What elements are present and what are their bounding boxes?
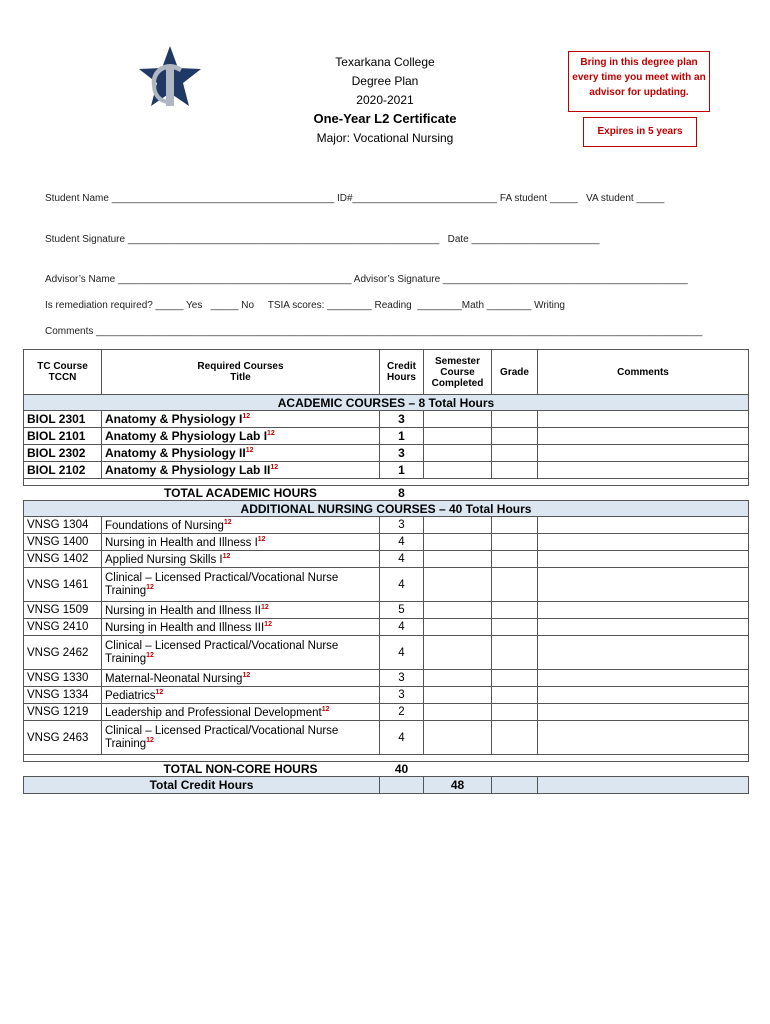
nursing-course-code: VNSG 2462 [24, 636, 102, 670]
table-row [24, 602, 749, 619]
advisor-notice: Bring in this degree plan every time you meet with an advisor for updating. [568, 51, 710, 112]
nursing-credit-hours: 3 [380, 517, 424, 534]
grade-cell[interactable] [492, 602, 538, 619]
grade-cell[interactable] [492, 636, 538, 670]
table-row [24, 445, 749, 462]
academic-credit-hours: 3 [380, 411, 424, 428]
nursing-credit-hours: 5 [380, 602, 424, 619]
footnote-marker: 12 [146, 584, 154, 592]
table-row [24, 551, 749, 568]
comments-cell[interactable] [538, 636, 749, 670]
header-credit: Credit Hours [380, 350, 424, 395]
footnote-marker: 12 [146, 737, 154, 745]
spacer [24, 479, 749, 486]
grade-cell[interactable] [492, 704, 538, 721]
academic-course-title: Anatomy & Physiology $I^{12}$ [102, 411, 380, 428]
nursing-course-title: Clinical – Licensed Practical/Vocational Nurse Training$^{12}$ [102, 636, 380, 670]
doc-type: Degree Plan [351, 74, 419, 88]
noncore-total-label: TOTAL NON-CORE HOURS [102, 762, 380, 777]
grade-cell[interactable] [492, 462, 538, 479]
header-course: TC Course TCCN [24, 350, 102, 395]
grade-cell[interactable] [492, 670, 538, 687]
nursing-credit-hours: 4 [380, 551, 424, 568]
semester-cell[interactable] [424, 670, 492, 687]
nursing-course-title: Applied Nursing Skills $I^{12}$ [102, 551, 380, 568]
comments-cell[interactable] [538, 534, 749, 551]
academic-course-title: Anatomy & Physiology Lab II$^{12}$ [102, 462, 380, 479]
semester-cell[interactable] [424, 636, 492, 670]
expiration-notice: Expires in 5 years [583, 117, 697, 147]
nursing-credit-hours: 4 [380, 619, 424, 636]
certificate-title: One-Year L2 Certificate [313, 111, 457, 126]
table-row [24, 619, 749, 636]
nursing-credit-hours: 4 [380, 721, 424, 755]
table-row [24, 636, 749, 670]
footnote-marker: 12 [223, 518, 232, 526]
academic-credit-hours: 1 [380, 462, 424, 479]
academic-course-code: BIOL 2101 [24, 428, 102, 445]
grand-total-row [24, 777, 749, 794]
grade-cell[interactable] [492, 619, 538, 636]
table-row [24, 687, 749, 704]
comments-cell[interactable] [538, 721, 749, 755]
semester-cell[interactable] [424, 551, 492, 568]
header-grade: Grade [492, 350, 538, 395]
table-row [24, 568, 749, 602]
grade-cell[interactable] [492, 721, 538, 755]
nursing-credit-hours: 3 [380, 687, 424, 704]
nursing-course-code: VNSG 1400 [24, 534, 102, 551]
footnote-marker: 12 [267, 430, 275, 437]
comments-cell[interactable] [538, 670, 749, 687]
semester-cell[interactable] [424, 602, 492, 619]
noncore-total-value: 40 [380, 762, 424, 777]
footnote-marker: 12 [264, 620, 272, 628]
nursing-course-title: Clinical – Licensed Practical/Vocational Nurse Training$^{12}$ [102, 721, 380, 755]
college-logo [138, 44, 202, 114]
grade-cell[interactable] [492, 428, 538, 445]
nursing-course-code: VNSG 1219 [24, 704, 102, 721]
footnote-marker: 12 [242, 671, 251, 679]
table-row [24, 462, 749, 479]
grade-cell[interactable] [492, 687, 538, 704]
footnote-marker: 12 [242, 413, 251, 420]
comments-cell[interactable] [538, 687, 749, 704]
comments-cell[interactable] [538, 462, 749, 479]
advisor-line[interactable]: Advisor’s Name __________________________________________ Advisor’s Signature ____________________________________________ [45, 274, 688, 285]
nursing-course-title: Pediatrics$^{12}$ [102, 687, 380, 704]
comments-line[interactable]: Comments _____________________________________________________________________________________________________________ [45, 326, 703, 337]
grand-total-label: Total Credit Hours [24, 777, 380, 794]
grade-cell[interactable] [492, 534, 538, 551]
nursing-course-title: Maternal-Neonatal Nursing$^{12}$ [102, 670, 380, 687]
grade-cell[interactable] [492, 445, 538, 462]
semester-cell[interactable] [424, 721, 492, 755]
nursing-credit-hours: 3 [380, 670, 424, 687]
footnote-marker: 12 [245, 447, 254, 454]
footnote-marker: 12 [146, 652, 154, 660]
comments-cell[interactable] [538, 704, 749, 721]
nursing-course-title: Nursing in Health and Illness II$^{12}$ [102, 602, 380, 619]
academic-course-title: Anatomy & Physiology Lab $I^{12}$ [102, 428, 380, 445]
grade-cell[interactable] [492, 411, 538, 428]
nursing-course-code: VNSG 1402 [24, 551, 102, 568]
comments-cell[interactable] [538, 619, 749, 636]
semester-cell[interactable] [424, 445, 492, 462]
table-row [24, 428, 749, 445]
student-signature-line[interactable]: Student Signature ________________________________________________________ Date _______________________ [45, 234, 600, 245]
academic-band-label: ACADEMIC COURSES – 8 Total Hours [24, 395, 749, 411]
nursing-course-title: Foundations of Nursing$^{12}$ [102, 517, 380, 534]
grand-total-value: 48 [424, 777, 492, 794]
remediation-line[interactable]: Is remediation required? _____ Yes _____ No TSIA scores: ________ Reading ________Math ________ Writing [45, 300, 565, 311]
nursing-course-code: VNSG 2410 [24, 619, 102, 636]
nursing-credit-hours: 4 [380, 534, 424, 551]
footnote-marker: 12 [270, 464, 279, 471]
academic-credit-hours: 1 [380, 428, 424, 445]
nursing-course-title: Leadership and Professional Development$^{12}$ [102, 704, 380, 721]
academic-course-code: BIOL 2302 [24, 445, 102, 462]
grade-cell[interactable] [492, 551, 538, 568]
nursing-credit-hours: 2 [380, 704, 424, 721]
footnote-marker: 12 [222, 552, 231, 560]
comments-cell[interactable] [538, 551, 749, 568]
academic-course-code: BIOL 2301 [24, 411, 102, 428]
degree-plan-table [23, 349, 749, 794]
plan-year: 2020-2021 [356, 93, 414, 107]
comments-cell[interactable] [538, 428, 749, 445]
nursing-band [24, 501, 749, 517]
academic-credit-hours: 3 [380, 445, 424, 462]
academic-total-row [24, 486, 749, 501]
nursing-band-label: ADDITIONAL NURSING COURSES – 40 Total Hours [24, 501, 749, 517]
semester-cell[interactable] [424, 462, 492, 479]
semester-cell[interactable] [424, 687, 492, 704]
header-title: Required Courses Title [102, 350, 380, 395]
table-row [24, 517, 749, 534]
table-row [24, 534, 749, 551]
footnote-marker: 12 [155, 688, 164, 696]
noncore-total-row [24, 762, 749, 777]
nursing-course-code: VNSG 1461 [24, 568, 102, 602]
table-header [24, 350, 749, 395]
spacer [24, 755, 749, 762]
footnote-marker: 12 [321, 705, 330, 713]
nursing-course-title: Nursing in Health and Illness III$^{12}$ [102, 619, 380, 636]
nursing-course-title: Nursing in Health and Illness $I^{12}$ [102, 534, 380, 551]
semester-cell[interactable] [424, 619, 492, 636]
footnote-marker: 12 [257, 535, 266, 543]
table-row [24, 670, 749, 687]
nursing-credit-hours: 4 [380, 636, 424, 670]
nursing-course-code: VNSG 2463 [24, 721, 102, 755]
semester-cell[interactable] [424, 704, 492, 721]
table-row [24, 411, 749, 428]
academic-course-code: BIOL 2102 [24, 462, 102, 479]
student-name-line[interactable]: Student Name ________________________________________ ID#__________________________ FA student _____ VA student _____ [45, 193, 665, 204]
academic-total-value: 8 [380, 486, 424, 501]
semester-cell[interactable] [424, 534, 492, 551]
academic-band [24, 395, 749, 411]
header-comments: Comments [538, 350, 749, 395]
table-row [24, 721, 749, 755]
academic-total-label: TOTAL ACADEMIC HOURS [102, 486, 380, 501]
header-semester: Semester Course Completed [424, 350, 492, 395]
nursing-credit-hours: 4 [380, 568, 424, 602]
comments-cell[interactable] [538, 568, 749, 602]
major-label: Major: Vocational Nursing [316, 131, 454, 145]
nursing-course-title: Clinical – Licensed Practical/Vocational Nurse Training$^{12}$ [102, 568, 380, 602]
nursing-course-code: VNSG 1330 [24, 670, 102, 687]
comments-cell[interactable] [538, 602, 749, 619]
footnote-marker: 12 [260, 603, 269, 611]
comments-cell[interactable] [538, 445, 749, 462]
semester-cell[interactable] [424, 411, 492, 428]
comments-cell[interactable] [538, 517, 749, 534]
grade-cell[interactable] [492, 517, 538, 534]
nursing-course-code: VNSG 1509 [24, 602, 102, 619]
comments-cell[interactable] [538, 411, 749, 428]
nursing-course-code: VNSG 1304 [24, 517, 102, 534]
nursing-course-code: VNSG 1334 [24, 687, 102, 704]
semester-cell[interactable] [424, 428, 492, 445]
academic-course-title: Anatomy & Physiology II$^{12}$ [102, 445, 380, 462]
college-name: Texarkana College [335, 55, 435, 69]
semester-cell[interactable] [424, 517, 492, 534]
grade-cell[interactable] [492, 568, 538, 602]
semester-cell[interactable] [424, 568, 492, 602]
table-row [24, 704, 749, 721]
